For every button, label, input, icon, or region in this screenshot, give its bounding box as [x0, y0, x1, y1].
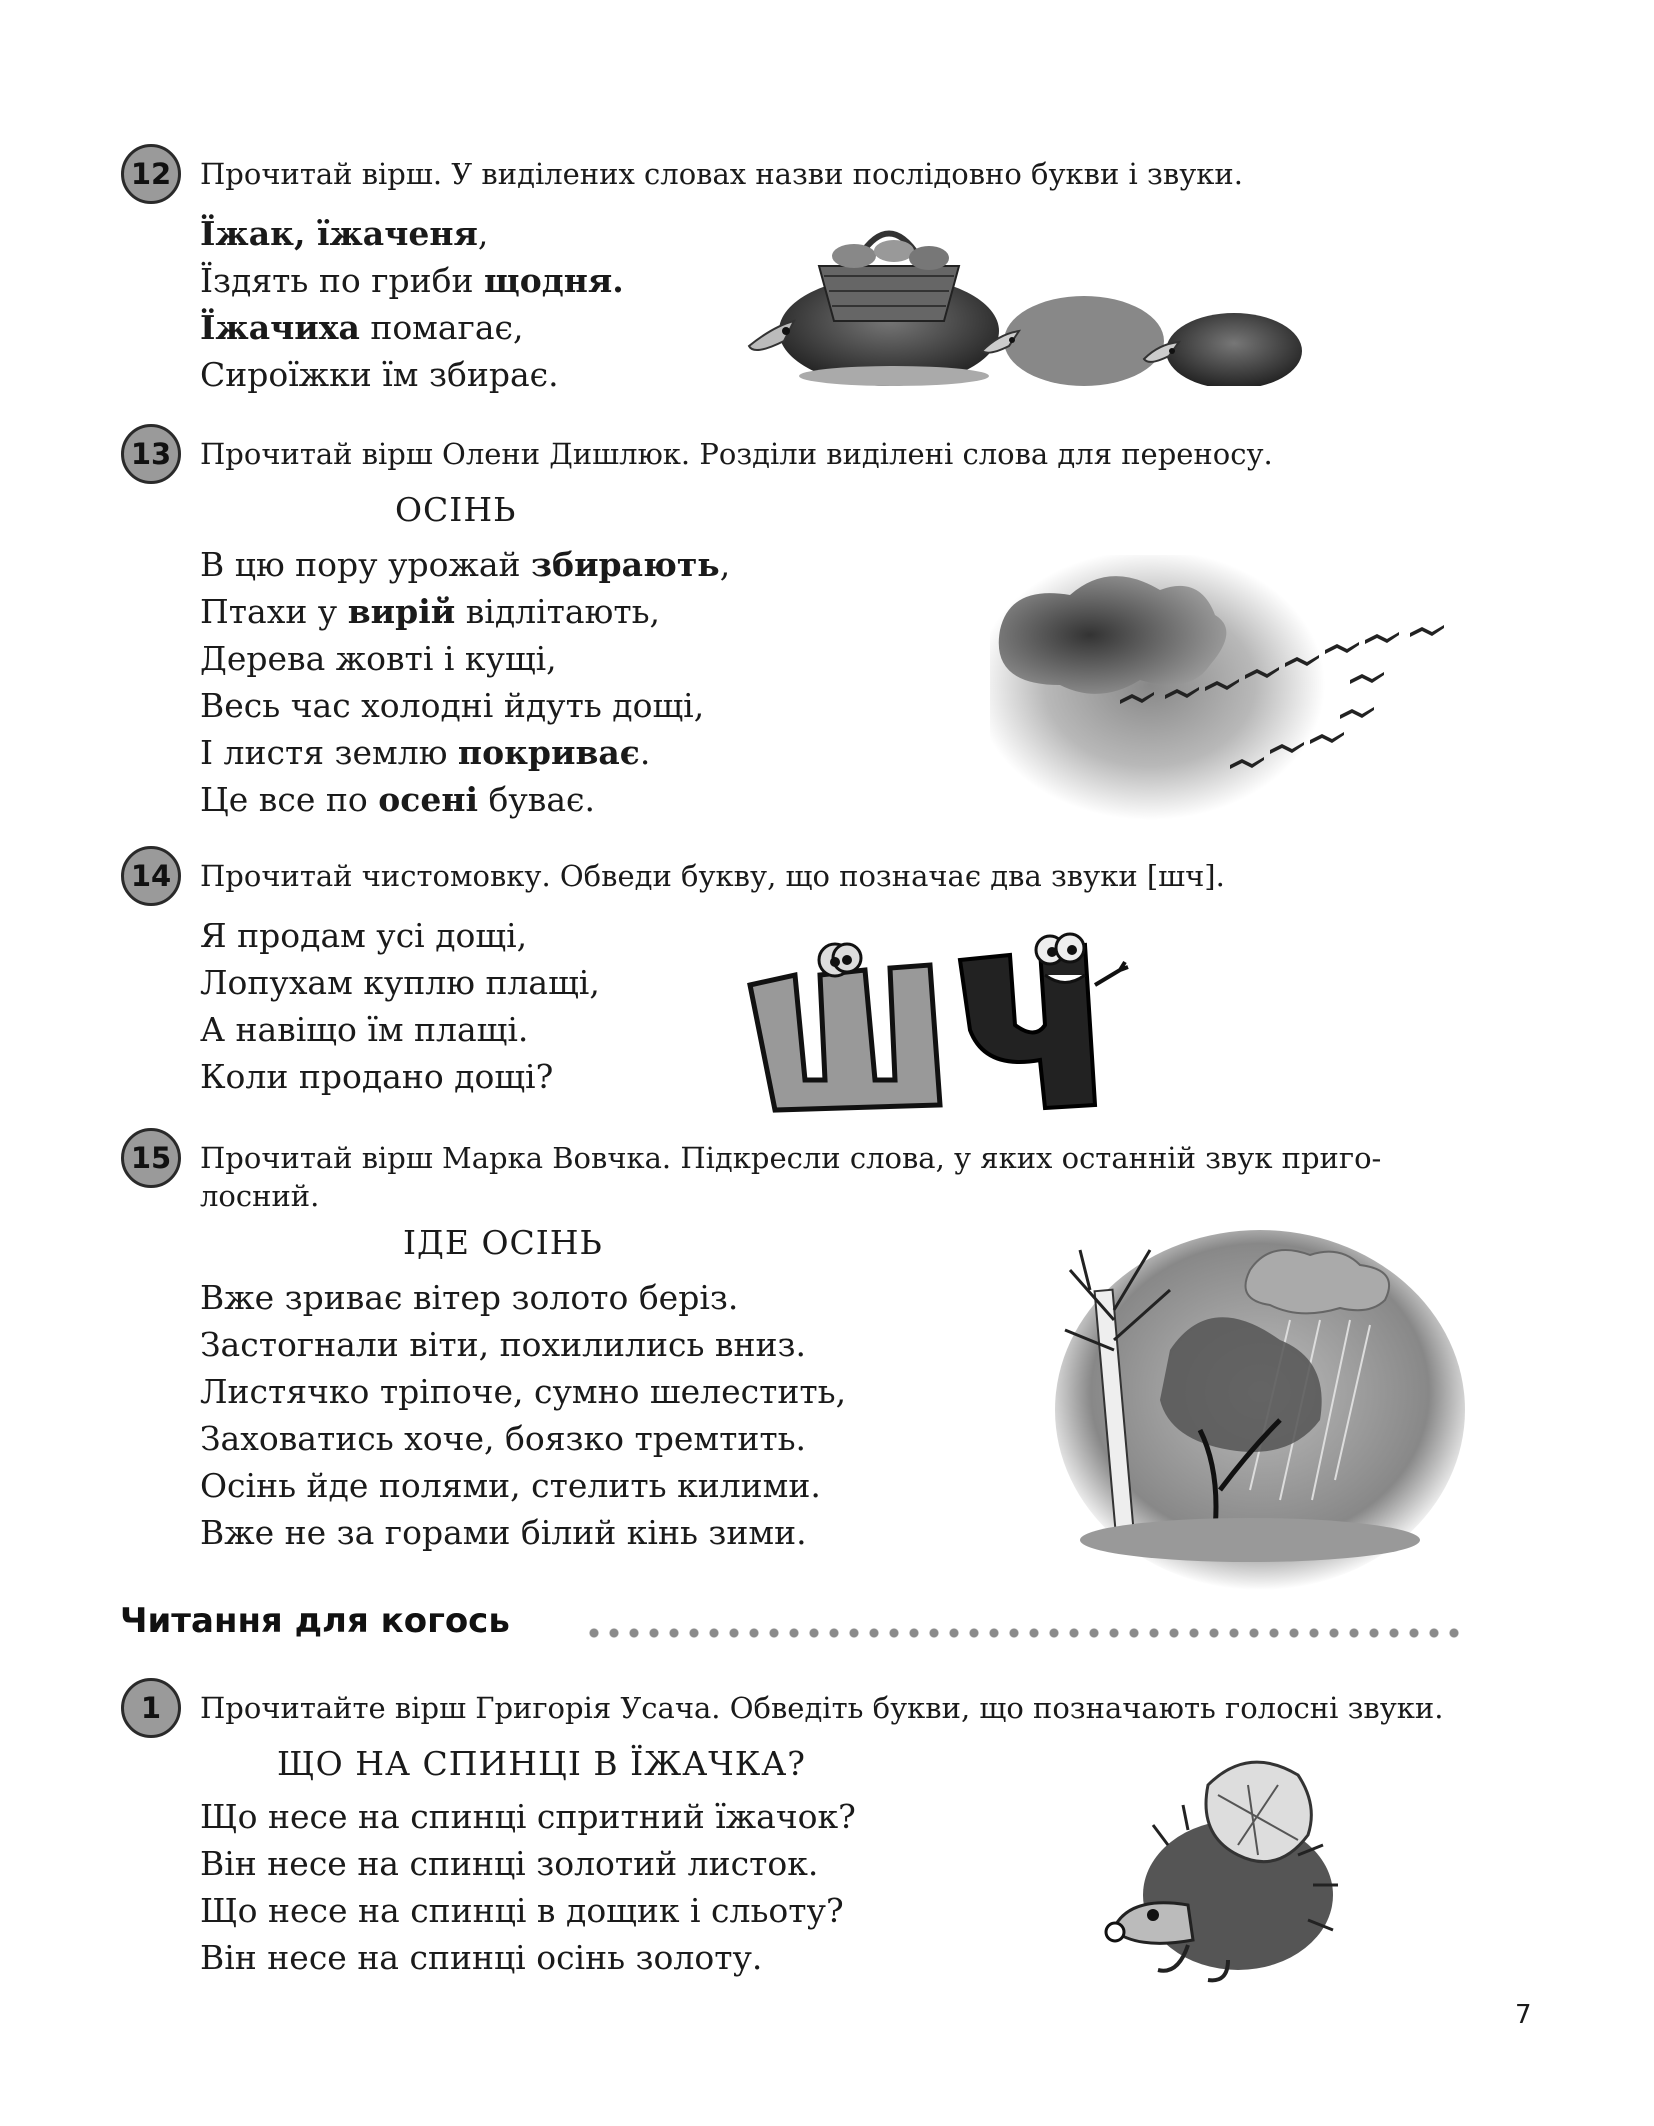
- highlighted-word: покриває: [457, 733, 640, 772]
- poem-text-run: Коли продано дощі?: [200, 1057, 554, 1096]
- poem-text-run: Вже зриває вітер золото беріз.: [200, 1278, 739, 1317]
- poem-line: [200, 1509, 846, 1556]
- task-instruction: Прочитай чистомовку. Обведи букву, що позначає два звуки [шч].: [200, 859, 1225, 893]
- poem-text-run: Він несе на спинці осінь золоту.: [200, 1938, 763, 1977]
- task-instruction: Прочитай вірш Олени Дишлюк. Розділи виділені слова для переносу.: [200, 437, 1273, 471]
- poem-text-run: Весь час холодні йдуть дощі,: [200, 686, 705, 725]
- dotted-divider: [584, 1628, 1468, 1638]
- poem-line: [200, 635, 730, 682]
- poem-text: [200, 1793, 856, 1981]
- cloud-birds-illustration: [990, 555, 1470, 820]
- task-number: 12: [130, 157, 172, 191]
- poem-line: [200, 912, 600, 959]
- poem-line: [200, 1006, 600, 1053]
- poem-line: [200, 1934, 856, 1981]
- poem-line: [200, 729, 730, 776]
- poem-line: [200, 210, 624, 257]
- highlighted-word: Їжак, їжаченя: [200, 214, 478, 253]
- poem-line: [200, 1368, 846, 1415]
- poem-line: [200, 682, 730, 729]
- poem-text-run: Сироїжки їм збирає.: [200, 355, 559, 394]
- section-title: Читання для когось: [120, 1601, 510, 1641]
- task-instruction-line: лосний.: [200, 1179, 320, 1213]
- poem-line: [200, 776, 730, 823]
- poem-line: [200, 1274, 846, 1321]
- highlighted-word: осені: [378, 780, 479, 819]
- task-number: 13: [130, 437, 172, 471]
- poem-text-run: ,: [719, 545, 731, 584]
- poem-text-run: помагає,: [359, 308, 524, 347]
- poem-line: [200, 588, 730, 635]
- poem-text-run: відлітають,: [455, 592, 661, 631]
- poem-text-run: .: [639, 733, 651, 772]
- poem-text-run: Дерева жовті і кущі,: [200, 639, 557, 678]
- poem-text-run: Що несе на спинці в дощик і сльоту?: [200, 1891, 844, 1930]
- page-number: 7: [1515, 2000, 1532, 2030]
- poem-line: [200, 1887, 856, 1934]
- poem-line: [200, 351, 624, 398]
- poem-text-run: Вже не за горами білий кінь зими.: [200, 1513, 807, 1552]
- poem-title: ОСІНЬ: [395, 490, 517, 529]
- poem-text-run: Їздять по гриби: [200, 261, 484, 300]
- poem-text: [200, 541, 730, 823]
- poem-line: [200, 1462, 846, 1509]
- poem-text-run: І листя землю: [200, 733, 458, 772]
- poem-text-run: Лопухам куплю плащі,: [200, 963, 600, 1002]
- poem-line: [200, 1321, 846, 1368]
- poem-text: [200, 210, 624, 398]
- task-number: 15: [130, 1141, 172, 1175]
- poem-text-run: Заховатись хоче, боязко тремтить.: [200, 1419, 807, 1458]
- poem-line: [200, 304, 624, 351]
- hedgehog-leaf-illustration: [1098, 1745, 1348, 1985]
- task-number-badge: [121, 846, 181, 906]
- task-number: 14: [130, 859, 172, 893]
- poem-text-run: ,: [477, 214, 489, 253]
- autumn-tree-illustration: [1050, 1230, 1470, 1590]
- hedgehogs-illustration: [744, 206, 1314, 386]
- task-instruction: Прочитайте вірш Григорія Усача. Обведіть букви, що позначають голосні звуки.: [200, 1691, 1444, 1725]
- poem-line: [200, 1053, 600, 1100]
- poem-text-run: Птахи у: [200, 592, 348, 631]
- cartoon-letters-illustration: [735, 930, 1135, 1115]
- poem-text-run: Застогнали віти, похилились вниз.: [200, 1325, 806, 1364]
- task-number-badge: [121, 1678, 181, 1738]
- highlighted-word: щодня.: [484, 261, 624, 300]
- poem-line: [200, 257, 624, 304]
- highlighted-word: збирають: [531, 545, 720, 584]
- poem-line: [200, 1415, 846, 1462]
- task-number-badge: [121, 424, 181, 484]
- highlighted-word: вирій: [347, 592, 456, 631]
- poem-text: [200, 912, 600, 1100]
- task-instruction: [200, 1137, 1381, 1217]
- poem-text-run: Він несе на спинці золотий листок.: [200, 1844, 819, 1883]
- poem-text: [200, 1274, 846, 1556]
- task-instruction-line: Прочитай вірш Марка Вовчка. Підкресли слова, у яких останній звук приго-: [200, 1141, 1382, 1175]
- poem-text-run: В цю пору урожай: [200, 545, 531, 584]
- task-instruction: Прочитай вірш. У виділених словах назви послідовно букви і звуки.: [200, 157, 1243, 191]
- poem-title: ЩО НА СПИНЦІ В ЇЖАЧКА?: [277, 1744, 806, 1783]
- task-number-badge: [121, 1128, 181, 1188]
- task-number: 1: [140, 1691, 162, 1725]
- poem-line: [200, 1793, 856, 1840]
- poem-text-run: буває.: [478, 780, 596, 819]
- poem-text-run: Листячко тріпоче, сумно шелестить,: [200, 1372, 847, 1411]
- poem-line: [200, 1840, 856, 1887]
- poem-line: [200, 959, 600, 1006]
- poem-text-run: А навіщо їм плащі.: [200, 1010, 529, 1049]
- poem-text-run: Я продам усі дощі,: [200, 916, 528, 955]
- poem-line: [200, 541, 730, 588]
- poem-text-run: Що несе на спинці спритний їжачок?: [200, 1797, 856, 1836]
- poem-text-run: Це все по: [200, 780, 379, 819]
- task-number-badge: [121, 144, 181, 204]
- poem-text-run: Осінь йде полями, стелить килими.: [200, 1466, 821, 1505]
- highlighted-word: Їжачиха: [200, 308, 360, 347]
- poem-title: ІДЕ ОСІНЬ: [403, 1223, 603, 1262]
